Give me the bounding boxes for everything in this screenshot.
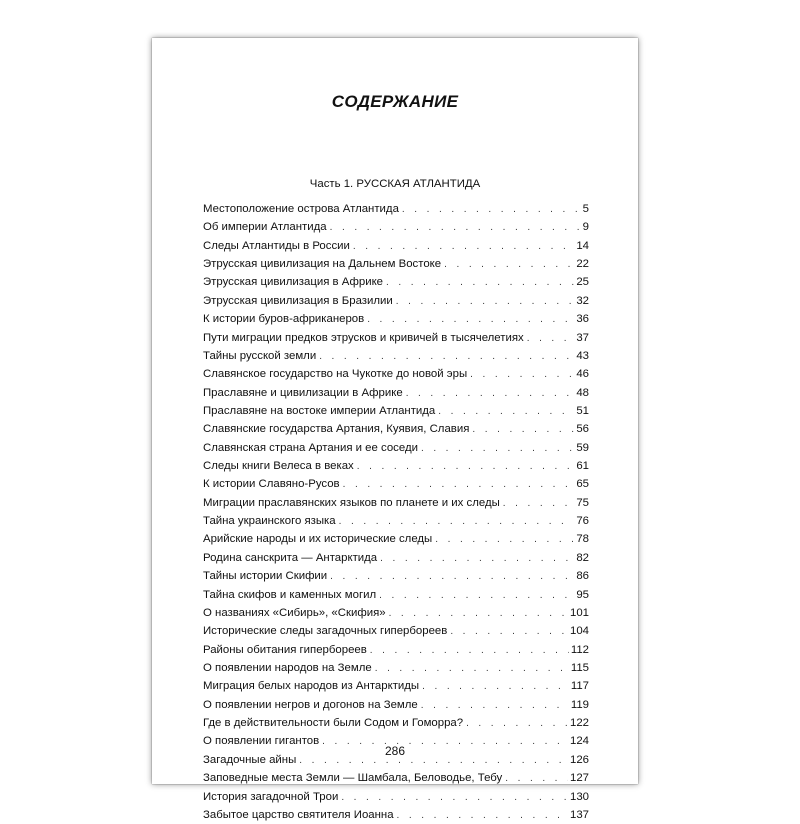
toc-entry [203, 806, 589, 824]
toc-dot-leader [367, 311, 574, 328]
toc-entry [203, 494, 589, 512]
toc-entry-page: 37 [576, 331, 589, 344]
toc-entry [203, 586, 589, 604]
toc-dot-leader [444, 256, 574, 273]
toc-entry-page: 59 [576, 441, 589, 454]
toc-entry-title: Миграции праславянских языков по планете и их следы [203, 496, 500, 509]
toc-dot-leader [421, 440, 574, 457]
book-page [152, 38, 638, 821]
toc-dot-leader [421, 697, 569, 714]
toc-entry [203, 714, 589, 732]
toc-entry-title: Славянские государства Артания, Куявия, Славия [203, 423, 470, 436]
toc-entry [203, 475, 589, 493]
toc-entry-page: 104 [569, 625, 589, 638]
toc-entry [203, 457, 589, 475]
toc-entry [203, 659, 589, 677]
toc-entry-page: 75 [576, 496, 589, 509]
page-title: СОДЕРЖАНИЕ [331, 92, 459, 111]
table-of-contents [203, 200, 589, 824]
toc-dot-leader [527, 330, 575, 347]
toc-entry-page: 61 [576, 460, 589, 473]
toc-entry-page: 51 [576, 404, 589, 417]
toc-entry-page: 115 [570, 661, 589, 674]
toc-entry [203, 255, 589, 273]
toc-dot-leader [357, 458, 575, 475]
toc-entry [203, 329, 589, 347]
toc-entry-title: Заповедные места Земли — Шамбала, Беловодье, Тебу [203, 772, 503, 785]
toc-entry-title: К истории Славяно-Русов [203, 478, 340, 491]
toc-entry-page: 137 [569, 808, 589, 821]
toc-entry [203, 696, 589, 714]
toc-entry-title: Местоположение острова Атлантида [203, 203, 399, 215]
toc-dot-leader [438, 403, 574, 420]
toc-entry-title: Тайны русской земли [203, 349, 317, 362]
toc-dot-leader [396, 293, 575, 310]
toc-dot-leader [353, 238, 574, 255]
toc-entry-title: Об империи Атлантида [203, 221, 327, 234]
toc-entry-page: 78 [576, 533, 589, 546]
toc-entry-title: Где в действительности были Содом и Гоморра? [203, 717, 464, 730]
toc-entry-title: О появлении гигантов [203, 735, 320, 748]
toc-entry-page: 43 [576, 349, 589, 362]
toc-entry [203, 439, 589, 457]
toc-entry [203, 769, 589, 787]
toc-entry [203, 641, 589, 659]
toc-entry-page: 124 [569, 735, 589, 748]
toc-entry-page: 95 [576, 588, 589, 601]
toc-entry-title: Арийские народы и их исторические следы [203, 533, 433, 546]
toc-dot-leader [339, 513, 575, 530]
toc-entry [203, 788, 589, 806]
toc-entry [203, 310, 589, 328]
toc-entry [203, 347, 589, 365]
toc-entry [203, 677, 589, 695]
toc-entry-page: 86 [576, 570, 589, 583]
toc-entry-title: Тайны истории Скифии [203, 570, 328, 583]
toc-entry-title: Праславяне и цивилизации в Африке [203, 386, 403, 399]
toc-dot-leader [470, 366, 574, 383]
toc-entry-page: 127 [569, 772, 589, 785]
toc-entry [203, 402, 589, 420]
toc-dot-leader [379, 587, 574, 604]
toc-entry [203, 512, 589, 530]
toc-entry-page: 25 [576, 276, 589, 289]
toc-dot-leader [389, 605, 568, 622]
toc-entry-page: 119 [570, 698, 589, 711]
toc-entry-page: 122 [569, 717, 589, 730]
toc-entry-page: 117 [570, 680, 589, 693]
toc-entry-title: Следы Атлантиды в России [203, 239, 350, 252]
toc-entry-page: 65 [576, 478, 589, 491]
toc-entry-title: Этрусская цивилизация в Бразилии [203, 294, 393, 307]
toc-entry [203, 420, 589, 438]
toc-entry [203, 200, 589, 218]
toc-entry [203, 384, 589, 402]
toc-entry-page: 76 [576, 515, 589, 528]
toc-dot-leader [503, 495, 575, 512]
toc-dot-leader [375, 660, 569, 677]
toc-entry [203, 237, 589, 255]
toc-entry-page: 36 [576, 313, 589, 326]
toc-entry-title: Миграция белых народов из Антарктиды [203, 680, 420, 693]
toc-entry-page: 112 [570, 643, 589, 656]
toc-entry-page: 9 [582, 221, 589, 234]
toc-dot-leader [472, 421, 574, 438]
toc-dot-leader [406, 385, 575, 402]
toc-entry-page: 5 [582, 203, 589, 215]
toc-dot-leader [422, 678, 569, 695]
toc-entry-page: 46 [576, 368, 589, 381]
toc-entry-title: Тайна украинского языка [203, 515, 336, 528]
toc-entry-title: Этрусская цивилизация в Африке [203, 276, 384, 289]
toc-entry-title: Исторические следы загадочных гипербореев [203, 625, 448, 638]
toc-entry-page: 126 [569, 753, 589, 766]
toc-entry-title: Славянская страна Артания и ее соседи [203, 441, 418, 454]
toc-dot-leader [450, 623, 568, 640]
toc-dot-leader [380, 550, 574, 567]
toc-entry-page: 82 [576, 551, 589, 564]
toc-entry-page: 56 [576, 423, 589, 436]
toc-dot-leader [370, 642, 569, 659]
toc-entry-title: О появлении негров и догонов на Земле [203, 698, 418, 711]
toc-entry-page: 101 [569, 606, 589, 619]
toc-entry [203, 218, 589, 236]
part-heading: Часть 1. РУССКАЯ АТЛАНТИДА [309, 178, 481, 190]
toc-entry-page: 14 [576, 239, 589, 252]
toc-entry-page: 22 [576, 258, 589, 271]
toc-dot-leader [319, 348, 574, 365]
toc-dot-leader [341, 789, 568, 806]
toc-dot-leader [505, 770, 568, 787]
toc-entry [203, 567, 589, 585]
toc-entry-title: О названиях «Сибирь», «Скифия» [203, 606, 386, 619]
toc-dot-leader [435, 531, 574, 548]
toc-entry-title: Следы книги Велеса в веках [203, 460, 354, 473]
toc-entry-title: Родина санскрита — Антарктида [203, 551, 378, 564]
toc-dot-leader [386, 274, 574, 291]
toc-entry-title: Праславяне на востоке империи Атлантида [203, 404, 436, 417]
toc-entry [203, 604, 589, 622]
toc-entry-title: Славянское государство на Чукотке до новой эры [203, 368, 468, 381]
toc-entry-page: 130 [569, 790, 589, 803]
toc-entry-title: К истории буров-африканеров [203, 313, 365, 326]
toc-dot-leader [343, 476, 575, 493]
toc-dot-leader [402, 201, 581, 218]
toc-entry [203, 365, 589, 383]
toc-dot-leader [330, 568, 574, 585]
toc-dot-leader [466, 715, 568, 732]
toc-entry-title: Этрусская цивилизация на Дальнем Востоке [203, 258, 442, 271]
page-number: 286 [384, 744, 406, 758]
toc-entry-title: Загадочные айны [203, 753, 297, 766]
toc-entry-title: История загадочной Трои [203, 790, 339, 803]
toc-entry [203, 273, 589, 291]
toc-entry [203, 622, 589, 640]
toc-entry-title: Забытое царство святителя Иоанна [203, 808, 394, 821]
toc-entry [203, 530, 589, 548]
toc-entry [203, 292, 589, 310]
toc-dot-leader [330, 219, 581, 236]
toc-dot-leader [397, 807, 568, 824]
toc-entry-title: Пути миграции предков этрусков и кривичей в тысячелетиях [203, 331, 524, 344]
toc-entry [203, 549, 589, 567]
toc-entry-page: 32 [576, 294, 589, 307]
toc-entry-title: О появлении народов на Земле [203, 661, 372, 674]
toc-entry-title: Тайна скифов и каменных могил [203, 588, 377, 601]
toc-entry-page: 48 [576, 386, 589, 399]
toc-entry-title: Районы обитания гипербореев [203, 643, 367, 656]
